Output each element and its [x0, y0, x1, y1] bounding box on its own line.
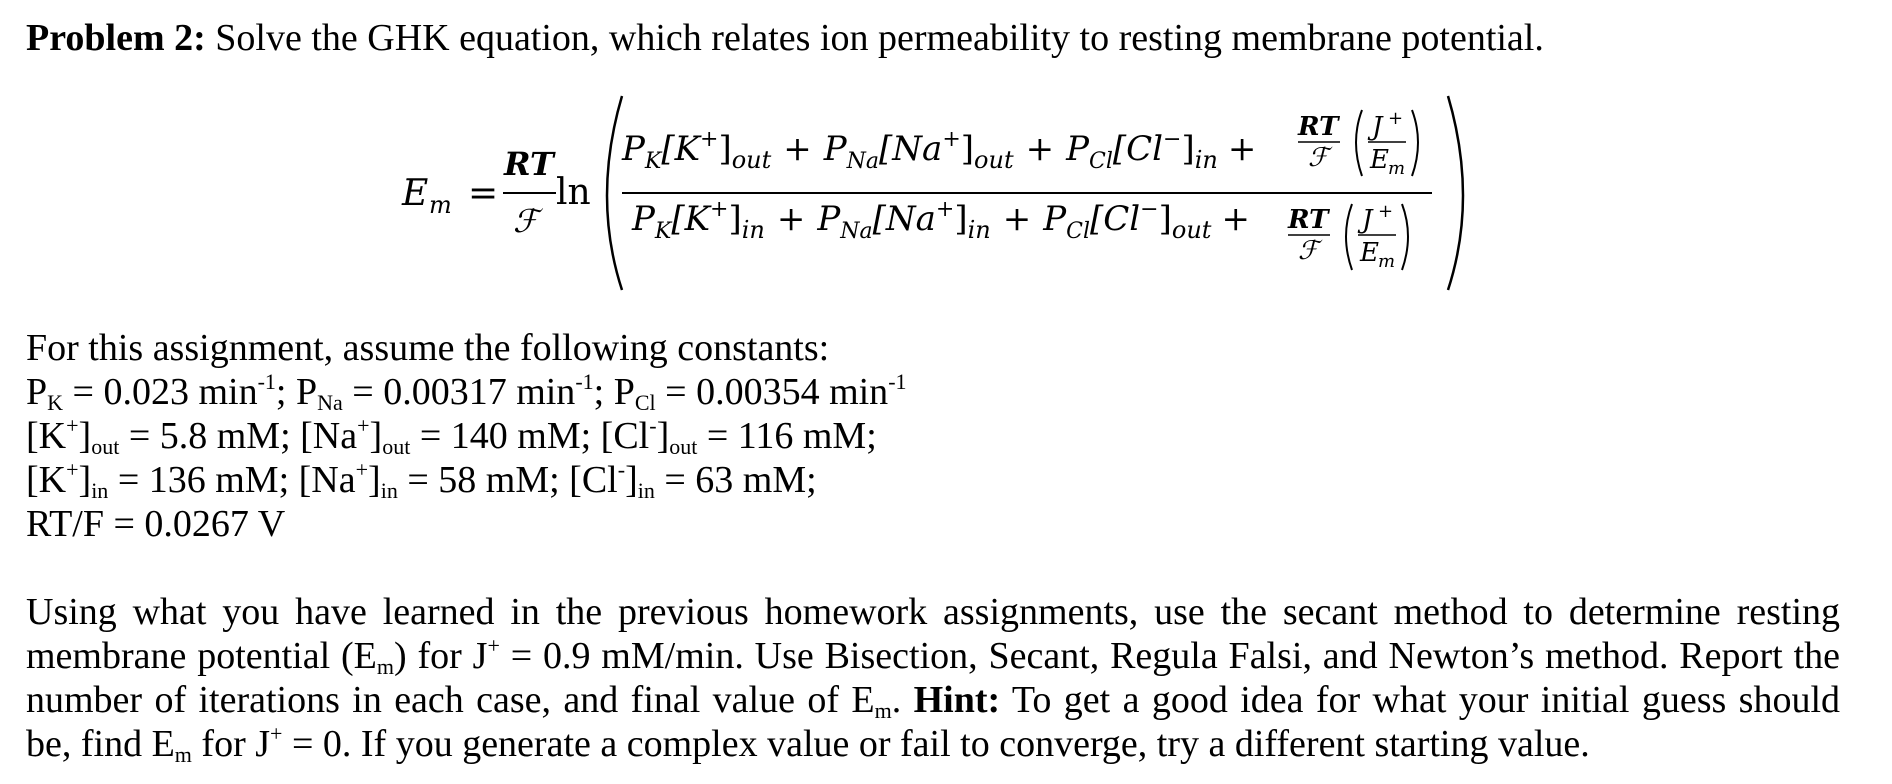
out-na-close: ] — [369, 415, 383, 457]
num-pk: P — [622, 129, 645, 169]
problem-statement — [26, 16, 1544, 60]
in-cl-sup: - — [617, 457, 626, 482]
out-cl-value: = 116 mM; — [697, 415, 877, 457]
den-na-sup: + — [935, 197, 955, 222]
num-plus-1: + — [783, 129, 812, 169]
num-pna-sub: Na — [846, 149, 880, 174]
instructions-line-3 — [26, 678, 1840, 727]
num-na-loc: out — [974, 146, 1014, 174]
den-plus-2: + — [1002, 199, 1032, 239]
right-paren — [1448, 96, 1463, 290]
in-na-loc: in — [380, 478, 398, 503]
numerator-terms — [621, 127, 1256, 174]
eq-lhs: E — [402, 173, 429, 214]
den-k-ion: [K — [671, 199, 710, 239]
num-flux-rparen — [1412, 110, 1418, 176]
l3-em-sub: m — [874, 698, 892, 723]
out-na-loc: out — [382, 434, 411, 459]
num-k-close: ] — [718, 129, 732, 169]
num-plus-2: + — [1025, 129, 1055, 169]
l2-text-b: ) for J — [394, 635, 488, 677]
in-na-value: = 58 mM; — [397, 459, 560, 501]
l4-text-c: = 0. If you generate a complex value or fail to converge, try a different starting value. — [282, 723, 1590, 765]
in-k-value: = 136 mM; — [108, 459, 290, 501]
out-cl-close: ] — [656, 415, 670, 457]
pna-value: = 0.00317 min — [342, 371, 576, 413]
l3-text-b: . — [891, 679, 914, 721]
den-pk: P — [632, 199, 655, 239]
den-k-loc: in — [741, 216, 765, 244]
num-pcl: P — [1066, 129, 1089, 169]
den-cl-loc: out — [1171, 216, 1212, 244]
num-k-sup: + — [700, 127, 719, 152]
out-na: [Na — [290, 415, 358, 457]
pna-sub: Na — [317, 390, 343, 415]
num-pcl-sub: Cl — [1088, 149, 1113, 174]
den-cl-sup: − — [1140, 197, 1159, 222]
in-k-sup: + — [66, 457, 79, 482]
num-k-loc: out — [731, 146, 772, 174]
den-pk-sub: K — [654, 219, 672, 244]
sep-1: ; — [275, 371, 287, 413]
sep-2: ; — [593, 371, 605, 413]
den-flux-e-sub: m — [1378, 251, 1396, 272]
out-k: [K — [26, 415, 67, 457]
pk-symbol: P — [26, 371, 48, 413]
num-cl-loc: in — [1194, 146, 1218, 174]
l4-j-sup: + — [270, 721, 283, 746]
out-na-value: = 140 mM; — [410, 415, 592, 457]
out-na-sup: + — [357, 413, 370, 438]
pcl-exp: -1 — [888, 369, 907, 394]
den-flux-j: J — [1362, 205, 1373, 235]
den-na-ion: [Na — [872, 199, 936, 239]
problem-label: Problem 2: — [26, 17, 206, 59]
den-cl-close: ] — [1158, 199, 1172, 239]
num-cl-sup: − — [1163, 127, 1182, 152]
in-k-loc: in — [91, 478, 109, 503]
pcl-sub: Cl — [634, 390, 656, 415]
den-flux-j-sup: + — [1378, 201, 1394, 222]
denominator-terms — [631, 197, 1250, 244]
num-cl-close: ] — [1181, 129, 1195, 169]
num-flux-term — [1297, 108, 1418, 179]
pk-exp: -1 — [257, 369, 276, 394]
den-na-close: ] — [954, 199, 968, 239]
out-cl: [Cl — [591, 415, 650, 457]
den-plus-1: + — [776, 199, 806, 239]
prefactor-num: RT — [504, 145, 554, 183]
den-flux-rt: RT — [1288, 205, 1329, 235]
log-operator: ln — [556, 172, 591, 213]
den-k-close: ] — [728, 199, 742, 239]
den-flux-term — [1287, 201, 1408, 272]
l3-text-a: number of iterations in each case, and final value of E — [26, 679, 875, 721]
l2-text-c: = 0.9 mM/min. Use Bisection, Secant, Regula Falsi, and Newton’s method. Report the — [499, 635, 1840, 677]
den-flux-f: ℱ — [1298, 236, 1319, 266]
out-cl-loc: out — [669, 434, 698, 459]
left-paren — [607, 96, 622, 290]
den-flux-lparen — [1346, 204, 1352, 270]
pk-sub: K — [47, 390, 64, 415]
pk-value: = 0.023 min — [63, 371, 258, 413]
num-na-sup: + — [942, 127, 961, 152]
out-cl-sup: - — [649, 413, 657, 438]
problem-text: Solve the GHK equation, which relates ion permeability to resting membrane potential. — [215, 17, 1544, 59]
constants-inside-concentrations — [26, 458, 817, 507]
l4-text-a: be, find E — [26, 723, 175, 765]
out-k-loc: out — [91, 434, 120, 459]
den-na-loc: in — [967, 216, 991, 244]
constants-permeabilities — [26, 370, 907, 419]
den-cl-ion: [Cl — [1090, 199, 1141, 239]
den-pna-sub: Na — [840, 219, 873, 244]
out-k-value: = 5.8 mM; — [119, 415, 291, 457]
in-k: [K — [26, 459, 67, 501]
hint-label: Hint: — [913, 679, 1001, 721]
instructions-line-2 — [26, 634, 1840, 683]
den-k-sup: + — [710, 197, 729, 222]
in-cl-value: = 63 mM; — [654, 459, 817, 501]
l2-j-sup: + — [487, 633, 500, 658]
num-flux-lparen — [1356, 110, 1362, 176]
instructions-line-1: Using what you have learned in the previous homework assignments, use the secant method to determine resting — [26, 591, 1840, 633]
num-flux-j-sup: + — [1388, 108, 1404, 129]
num-pk-sub: K — [644, 149, 662, 174]
num-pna: P — [823, 129, 847, 169]
num-flux-e-sub: m — [1388, 158, 1406, 179]
out-k-close: ] — [78, 415, 92, 457]
num-flux-rt: RT — [1298, 112, 1339, 142]
eq-lhs-sub: m — [429, 191, 452, 219]
in-na-sup: + — [355, 457, 369, 482]
num-plus-3: + — [1227, 129, 1257, 169]
den-flux-e: E — [1360, 238, 1379, 268]
instructions-line-4 — [26, 722, 1840, 771]
pcl-value: = 0.00354 min — [655, 371, 889, 413]
l4-text-b: for J — [191, 723, 271, 765]
den-pna: P — [817, 199, 841, 239]
num-cl-ion: [Cl — [1112, 129, 1164, 169]
in-cl-loc: in — [637, 478, 655, 503]
constants-outside-concentrations — [26, 414, 877, 463]
out-k-sup: + — [66, 413, 79, 438]
den-pcl: P — [1043, 199, 1067, 239]
den-flux-rparen — [1402, 204, 1408, 270]
l2-em-sub: m — [376, 654, 394, 679]
den-pcl-sub: Cl — [1066, 219, 1091, 244]
in-cl-close: ] — [625, 459, 638, 501]
l4-em-sub: m — [174, 742, 192, 767]
pna-symbol: P — [286, 371, 318, 413]
num-na-ion: [Na — [879, 129, 943, 169]
num-flux-j: J — [1372, 112, 1383, 142]
num-k-ion: [K — [661, 129, 700, 169]
in-cl: [Cl — [559, 459, 618, 501]
prefactor-den: ℱ — [513, 202, 539, 240]
den-plus-3: + — [1221, 199, 1250, 239]
constants-rt-over-f: RT/F = 0.0267 V — [26, 503, 286, 545]
num-flux-e: E — [1370, 145, 1389, 175]
in-na-close: ] — [368, 459, 381, 501]
l3-text-c: To get a good idea for what your initial guess should — [1000, 679, 1840, 721]
pcl-symbol: P — [604, 371, 635, 413]
eq-equals: = — [468, 173, 499, 214]
in-k-close: ] — [78, 459, 92, 501]
num-flux-f: ℱ — [1308, 143, 1329, 173]
num-na-close: ] — [960, 129, 975, 169]
constants-intro: For this assignment, assume the following constants: — [26, 327, 830, 369]
in-na: [Na — [289, 459, 356, 501]
pna-exp: -1 — [575, 369, 594, 394]
l2-text-a: membrane potential (E — [26, 635, 377, 677]
